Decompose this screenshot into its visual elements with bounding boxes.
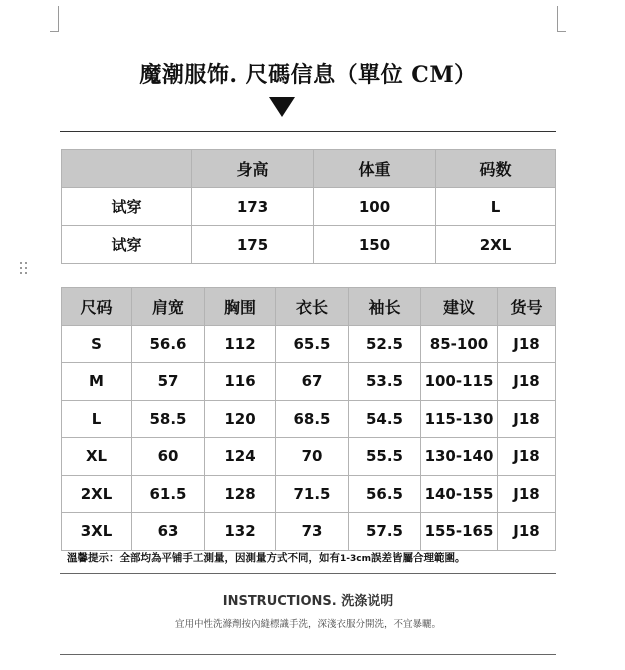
length-cell: 73	[276, 513, 349, 551]
size-header-chest: 胸围	[205, 288, 276, 326]
size-cell: 3XL	[62, 513, 132, 551]
item-no-cell: J18	[498, 475, 556, 513]
sleeve-cell: 56.5	[349, 475, 421, 513]
sleeve-cell: 55.5	[349, 438, 421, 476]
sleeve-cell: 54.5	[349, 400, 421, 438]
fitting-cell-weight: 100	[314, 188, 436, 226]
fitting-cell-size: 2XL	[436, 226, 556, 264]
fitting-header-weight: 体重	[314, 150, 436, 188]
size-header-item-no: 货号	[498, 288, 556, 326]
table-row	[62, 438, 556, 476]
tip-range: 1-3cm	[340, 554, 371, 564]
fitting-cell-label: 试穿	[62, 188, 192, 226]
title-divider	[60, 131, 556, 132]
measurement-tip	[67, 550, 465, 565]
sleeve-cell: 53.5	[349, 363, 421, 401]
crop-mark-top-right-v	[557, 6, 558, 32]
chest-cell: 116	[205, 363, 276, 401]
instructions-text: 宜用中性洗滌劑按內縫標識手洗，深淺衣服分開洗，不宜暴曬。	[174, 619, 441, 630]
table-move-handle-icon[interactable]	[20, 262, 28, 278]
crop-mark-top-left-v	[58, 6, 59, 32]
fitting-cell-height: 175	[192, 226, 314, 264]
size-header-suggest: 建议	[421, 288, 498, 326]
suggest-cell: 155-165	[421, 513, 498, 551]
length-cell: 68.5	[276, 400, 349, 438]
chest-cell: 120	[205, 400, 276, 438]
table-row	[62, 188, 556, 226]
instructions-title: INSTRUCTIONS. 洗涤说明	[222, 594, 394, 609]
instructions-divider-bottom	[60, 654, 556, 655]
shoulder-cell: 57	[132, 363, 205, 401]
fitting-table-header-row	[62, 150, 556, 188]
size-header-size: 尺码	[62, 288, 132, 326]
length-cell: 70	[276, 438, 349, 476]
item-no-cell: J18	[498, 513, 556, 551]
shoulder-cell: 63	[132, 513, 205, 551]
item-no-cell: J18	[498, 325, 556, 363]
suggest-cell: 85-100	[421, 325, 498, 363]
size-cell: L	[62, 400, 132, 438]
fitting-header-cell	[62, 150, 192, 188]
crop-mark-top-left-h	[50, 31, 58, 32]
chest-cell: 132	[205, 513, 276, 551]
fitting-header-size: 码数	[436, 150, 556, 188]
chest-cell: 128	[205, 475, 276, 513]
size-cell: S	[62, 325, 132, 363]
size-header-length: 衣长	[276, 288, 349, 326]
fitting-cell-height: 173	[192, 188, 314, 226]
size-cell: 2XL	[62, 475, 132, 513]
table-row	[62, 513, 556, 551]
shoulder-cell: 56.6	[132, 325, 205, 363]
triangle-down-icon	[269, 97, 295, 117]
table-row	[62, 226, 556, 264]
suggest-cell: 130-140	[421, 438, 498, 476]
table-row	[62, 400, 556, 438]
table-row	[62, 363, 556, 401]
shoulder-cell: 58.5	[132, 400, 205, 438]
item-no-cell: J18	[498, 400, 556, 438]
size-table	[61, 287, 556, 551]
item-no-cell: J18	[498, 363, 556, 401]
page-title: 魔潮服饰. 尺碼信息（單位 CM）	[139, 62, 477, 88]
size-cell: XL	[62, 438, 132, 476]
size-header-shoulder: 肩宽	[132, 288, 205, 326]
fitting-table	[61, 149, 556, 264]
fitting-header-height: 身高	[192, 150, 314, 188]
sleeve-cell: 52.5	[349, 325, 421, 363]
item-no-cell: J18	[498, 438, 556, 476]
shoulder-cell: 60	[132, 438, 205, 476]
sleeve-cell: 57.5	[349, 513, 421, 551]
tip-suffix: 誤差皆屬合理範圍。	[370, 552, 466, 564]
length-cell: 71.5	[276, 475, 349, 513]
table-row	[62, 475, 556, 513]
fitting-cell-size: L	[436, 188, 556, 226]
size-cell: M	[62, 363, 132, 401]
chest-cell: 124	[205, 438, 276, 476]
length-cell: 67	[276, 363, 349, 401]
suggest-cell: 140-155	[421, 475, 498, 513]
chest-cell: 112	[205, 325, 276, 363]
length-cell: 65.5	[276, 325, 349, 363]
fitting-cell-label: 试穿	[62, 226, 192, 264]
shoulder-cell: 61.5	[132, 475, 205, 513]
size-header-sleeve: 袖长	[349, 288, 421, 326]
tip-prefix: 溫馨提示：全部均為平铺手工測量，因測量方式不同，如有	[67, 552, 340, 564]
fitting-cell-weight: 150	[314, 226, 436, 264]
size-table-header-row	[62, 288, 556, 326]
crop-mark-top-right-h	[558, 31, 566, 32]
table-row	[62, 325, 556, 363]
suggest-cell: 115-130	[421, 400, 498, 438]
suggest-cell: 100-115	[421, 363, 498, 401]
instructions-divider-top	[60, 573, 556, 574]
